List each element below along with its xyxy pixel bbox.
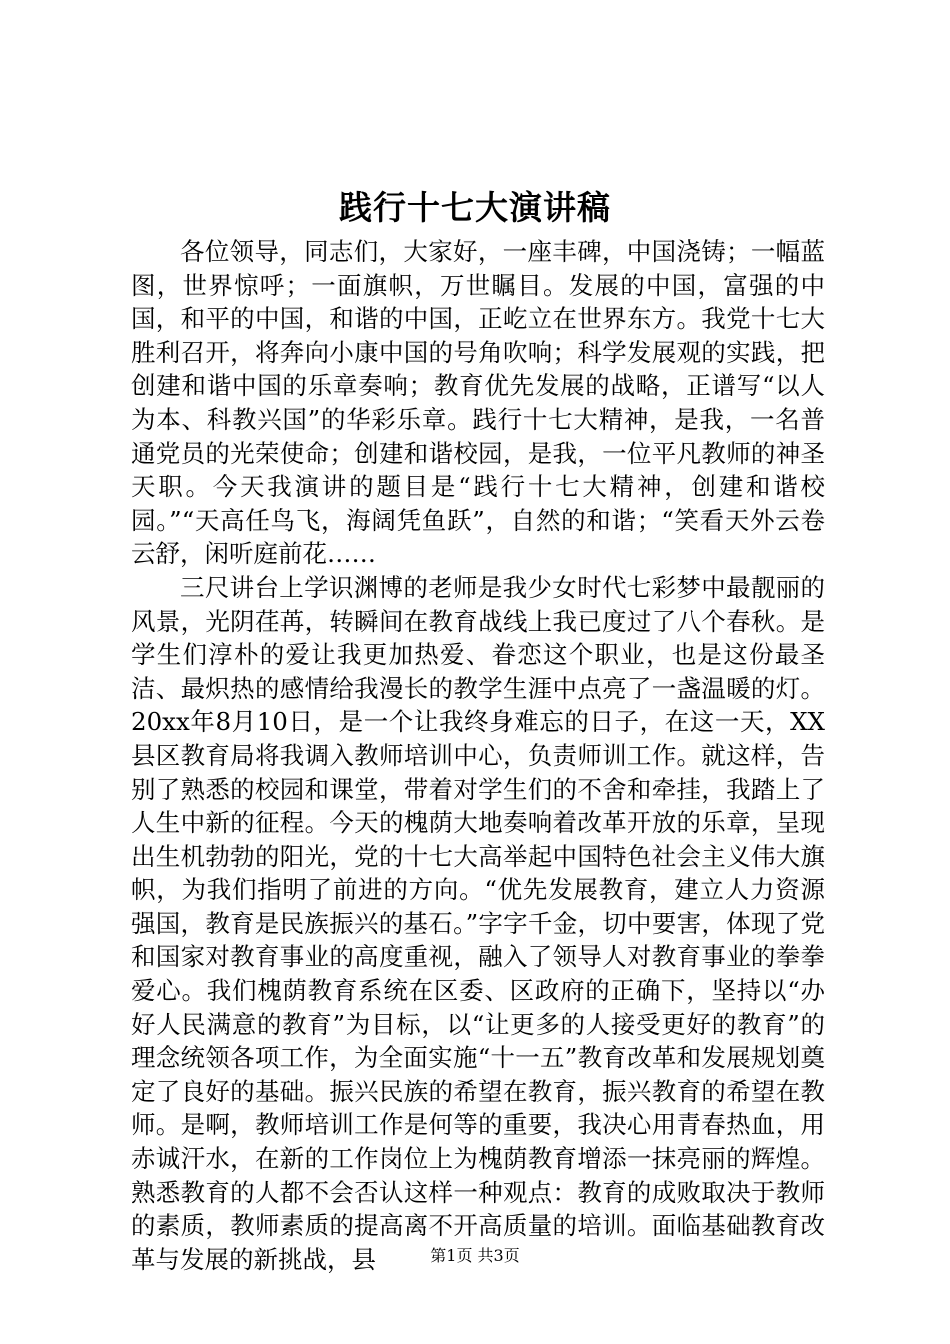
page-number: 第1页 共3页 <box>430 1246 520 1265</box>
paragraph-2: 三尺讲台上学识渊博的老师是我少女时代七彩梦中最靓丽的风景，光阴荏苒，转瞬间在教育战线上我已度过了八个春秋。是学生们淳朴的爱让我更加热爱、眷恋这个职业，也是这份最圣洁、最炽热的感情给我漫长的教学生涯中点亮了一盏温暖的灯。20xx年8月10日，是一个让我终身难忘的日子，在这一天，XX县区教育局将我调入教师培训中心，负责师训工作。就这样，告别了熟悉的校园和课堂，带着对学生们的不舍和牵挂，我踏上了人生中新的征程。今天的槐荫大地奏响着改革开放的乐章，呈现出生机勃勃的阳光，党的十七大高举起中国特色社会主义伟大旗帜，为我们指明了前进的方向。“优先发展教育，建立人力资源强国，教育是民族振兴的基石。”字字千金，切中要害，体现了党和国家对教育事业的高度重视，融入了领导人对教育事业的拳拳爱心。我们槐荫教育系统在区委、区政府的正确下，坚持以“办好人民满意的教育”为目标，以“让更多的人接受更好的教育”的理念统领各项工作，为全面实施“十一五”教育改革和发展规划奠定了良好的基础。振兴民族的希望在教育，振兴教育的希望在教师。是啊，教师培训工作是何等的重要，我决心用青春热血，用赤诚汗水，在新的工作岗位上为槐荫教育增添一抹亮丽的辉煌。熟悉教育的人都不会否认这样一种观点：教育的成败取决于教师的素质，教师素质的提高离不开高质量的培训。面临基础教育改革与发展的新挑战，县 <box>131 572 825 1274</box>
paragraph-1: 各位领导，同志们，大家好，一座丰碑，中国浇铸；一幅蓝图，世界惊呼；一面旗帜，万世瞩目。发展的中国，富强的中国，和平的中国，和谐的中国，正屹立在世界东方。我党十七大胜利召开，将奔向小康中国的号角吹响；科学发展观的实践，把创建和谐中国的乐章奏响；教育优先发展的战略，正谱写“以人为本、科教兴国”的华彩乐章。践行十七大精神，是我，一名普通党员的光荣使命；创建和谐校园，是我，一位平凡教师的神圣天职。今天我演讲的题目是“践行十七大精神，创建和谐校园。”“天高任鸟飞，海阔凭鱼跃”，自然的和谐；“笑看天外云卷云舒，闲听庭前花…… <box>131 237 825 569</box>
document-title: 践行十七大演讲稿 <box>339 188 611 227</box>
document-body <box>131 235 825 1276</box>
